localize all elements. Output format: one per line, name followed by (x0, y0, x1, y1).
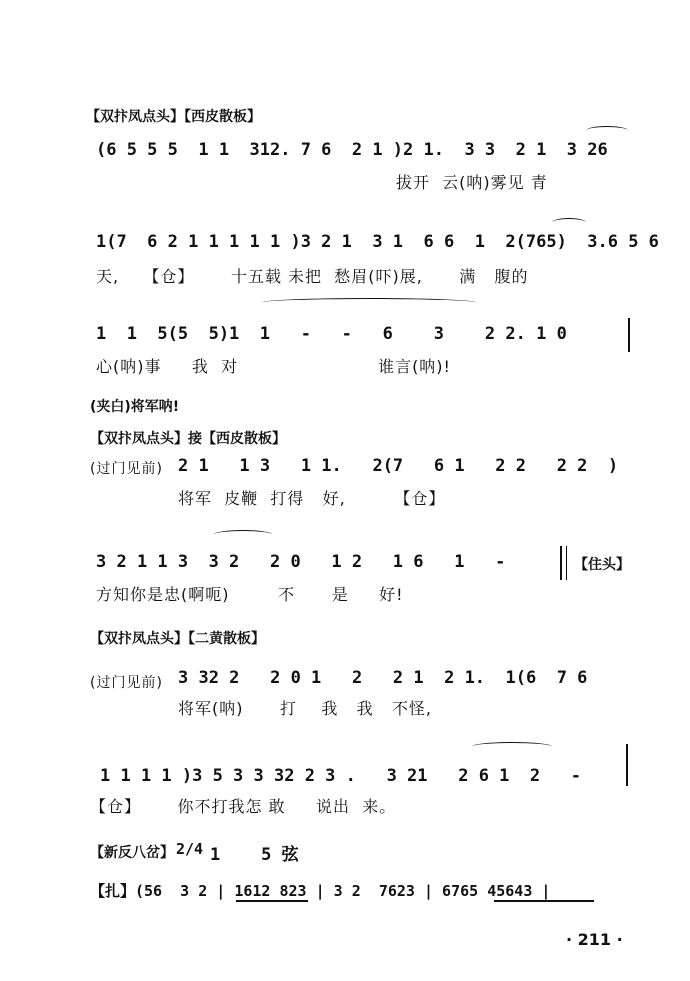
lyrics-line: 心(呐)事 我 对 谁言(呐)! (96, 357, 451, 376)
bar-line (560, 546, 562, 580)
lyrics-line: 天, 【仓】 十五载 未把 愁眉(吓)展, 满 腹的 (96, 267, 529, 286)
bar-line (628, 318, 630, 352)
lyrics-line: 方知你是忠(啊呃) 不 是 好! (96, 585, 404, 604)
notation-line: (6 5 5 5 1 1 312. 7 6 2 1 )2 1. 3 3 2 1 3 26 (96, 140, 608, 160)
underline-mark (494, 900, 594, 902)
ending-marker: 【住头】 (574, 557, 630, 573)
section-header: 【新反八岔】 (90, 845, 174, 861)
lead-in-note: (过门见前) (90, 461, 163, 477)
spoken-line: (夹白)将军呐! (90, 399, 180, 415)
section-header: 【双抃凤点头】【西皮散板】 (86, 109, 261, 125)
meter-tail: 1 5 弦 (210, 845, 299, 865)
lyrics-line: 将军 皮鞭 打得 好, 【仓】 (178, 489, 446, 508)
lyrics-line: 【仓】 你不打我怎 敢 说出 来。 (90, 797, 397, 816)
notation-line: 3 2 1 1 3 3 2 2 0 1 2 1 6 1 - (96, 552, 506, 572)
lyrics-line: 将军(呐) 打 我 我 不怪, (178, 699, 432, 718)
section-header: 【双抃凤点头】接【西皮散板】 (90, 431, 286, 447)
underline-mark (236, 900, 308, 902)
section-header: 【双抃凤点头】【二黄散板】 (90, 631, 265, 647)
bar-line (566, 546, 567, 580)
notation-line: 2 1 1 3 1 1. 2(7 6 1 2 2 2 2 ) (178, 456, 619, 476)
notation-line: 【扎】(56 3 2 | 1612 823 | 3 2 7623 | 6765 45643 | (90, 882, 551, 900)
slur-mark (586, 126, 628, 135)
slur-mark (472, 742, 552, 751)
page-number: · 211 · (566, 930, 623, 949)
time-signature: 2/4 (176, 840, 204, 858)
notation-line: 1(7 6 2 1 1 1 1 1 )3 2 1 3 1 6 6 1 2(765) 3.6 5 6 (96, 232, 659, 252)
notation-line: 3 32 2 2 0 1 2 2 1 2 1. 1(6 7 6 (178, 668, 588, 688)
lyrics-line: 拔开 云(呐)雾见 青 (396, 173, 548, 192)
slur-mark (262, 298, 476, 307)
notation-line: 1 1 1 1 )3 5 3 3 32 2 3 . 3 21 2 6 1 2 - (100, 766, 582, 786)
slur-mark (552, 218, 586, 227)
lead-in-note: (过门见前) (90, 675, 163, 691)
bar-line (626, 744, 628, 786)
notation-line: 1 1 5(5 5)1 1 - - 6 3 2 2. 1 0 (96, 324, 567, 344)
slur-mark (214, 530, 272, 539)
